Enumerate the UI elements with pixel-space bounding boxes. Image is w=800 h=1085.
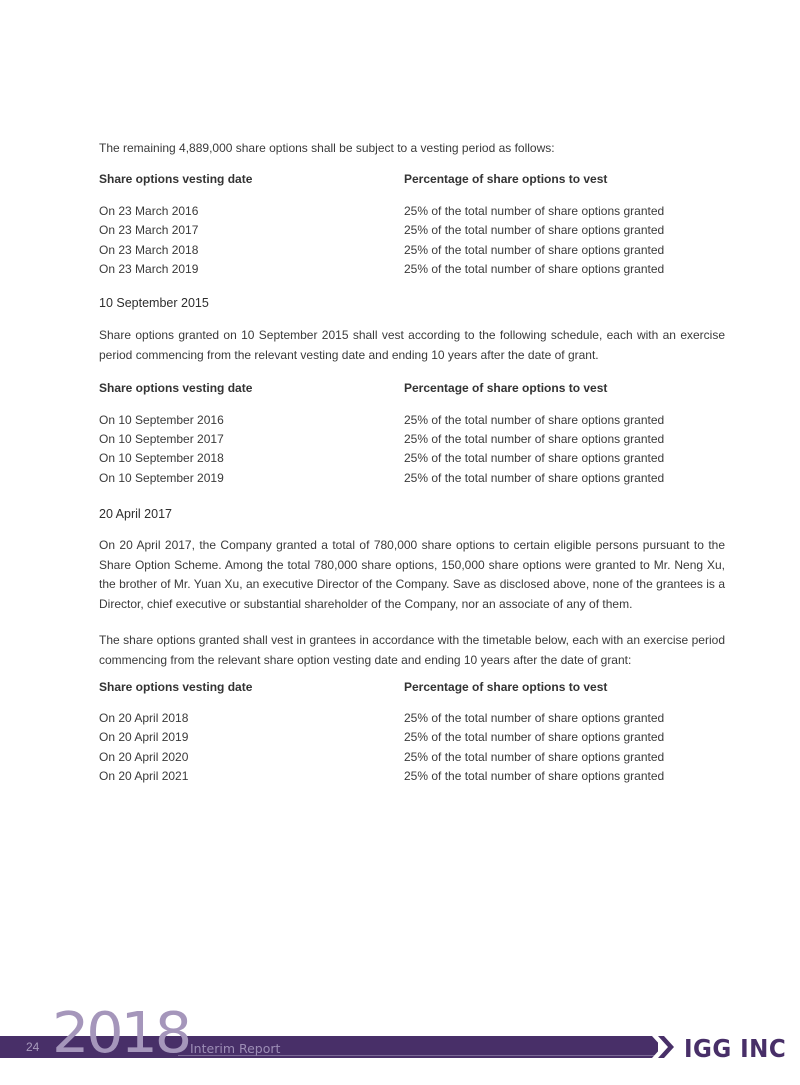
row-percentage: 25% of the total number of share options granted xyxy=(404,711,665,725)
row-percentage: 25% of the total number of share options granted xyxy=(404,243,665,257)
table-row xyxy=(99,711,725,725)
row-date: On 23 March 2019 xyxy=(99,262,199,276)
row-percentage: 25% of the total number of share options granted xyxy=(404,750,665,764)
table-header xyxy=(99,381,725,395)
intro-text: The remaining 4,889,000 share options shall be subject to a vesting period as follows: xyxy=(99,141,555,155)
row-date: On 10 September 2017 xyxy=(99,432,224,446)
header-percentage: Percentage of share options to vest xyxy=(404,680,608,694)
section-title: 20 April 2017 xyxy=(99,507,172,521)
table-row xyxy=(99,413,725,427)
company-logo: IGG INC xyxy=(684,1034,787,1063)
chevron-right-icon xyxy=(652,1036,676,1058)
table-row xyxy=(99,204,725,218)
row-date: On 10 September 2019 xyxy=(99,471,224,485)
row-date: On 20 April 2019 xyxy=(99,730,189,744)
row-date: On 20 April 2020 xyxy=(99,750,189,764)
table-row xyxy=(99,471,725,485)
table-header xyxy=(99,680,725,694)
report-label: Interim Report xyxy=(190,1041,281,1056)
row-percentage: 25% of the total number of share options granted xyxy=(404,204,665,218)
row-percentage: 25% of the total number of share options granted xyxy=(404,730,665,744)
row-date: On 20 April 2018 xyxy=(99,711,189,725)
section-paragraph: The share options granted shall vest in grantees in accordance with the timetable below, each with an exercise period commencing from the relevant share option vesting date and ending 10 years after the date of grant: xyxy=(99,633,725,667)
section-title: 10 September 2015 xyxy=(99,296,209,310)
header-percentage: Percentage of share options to vest xyxy=(404,381,608,395)
row-percentage: 25% of the total number of share options granted xyxy=(404,223,665,237)
table-header xyxy=(99,172,725,186)
header-date: Share options vesting date xyxy=(99,680,253,694)
row-percentage: 25% of the total number of share options granted xyxy=(404,413,665,427)
section-paragraph: Share options granted on 10 September 2015 shall vest according to the following schedule, each with an exercise period commencing from the relevant vesting date and ending 10 years after the date of grant. xyxy=(99,328,725,362)
section-paragraph: On 20 April 2017, the Company granted a total of 780,000 share options to certain eligible persons pursuant to the Share Option Scheme. Among the total 780,000 share options, 150,000 share options were granted to Mr. Neng Xu, the brother of Mr. Yuan Xu, an executive Director of the Company. Save as disclosed above, none of the grantees is a Director, chief executive or substantial shareholder of the Company, nor an associate of any of them. xyxy=(99,538,725,612)
table-row xyxy=(99,769,725,783)
table-row xyxy=(99,750,725,764)
table-row xyxy=(99,262,725,276)
row-date: On 23 March 2016 xyxy=(99,204,199,218)
header-date: Share options vesting date xyxy=(99,381,253,395)
row-date: On 23 March 2017 xyxy=(99,223,199,237)
header-percentage: Percentage of share options to vest xyxy=(404,172,608,186)
row-percentage: 25% of the total number of share options granted xyxy=(404,769,665,783)
table-row xyxy=(99,451,725,465)
table-row xyxy=(99,223,725,237)
row-date: On 23 March 2018 xyxy=(99,243,199,257)
row-percentage: 25% of the total number of share options granted xyxy=(404,471,665,485)
row-percentage: 25% of the total number of share options granted xyxy=(404,451,665,465)
page-number: 24 xyxy=(26,1040,40,1054)
row-date: On 20 April 2021 xyxy=(99,769,189,783)
row-date: On 10 September 2018 xyxy=(99,451,224,465)
row-percentage: 25% of the total number of share options granted xyxy=(404,432,665,446)
table-row xyxy=(99,432,725,446)
row-date: On 10 September 2016 xyxy=(99,413,224,427)
table-row xyxy=(99,243,725,257)
table-row xyxy=(99,730,725,744)
report-year: 2018 xyxy=(52,1001,190,1066)
header-date: Share options vesting date xyxy=(99,172,253,186)
row-percentage: 25% of the total number of share options granted xyxy=(404,262,665,276)
